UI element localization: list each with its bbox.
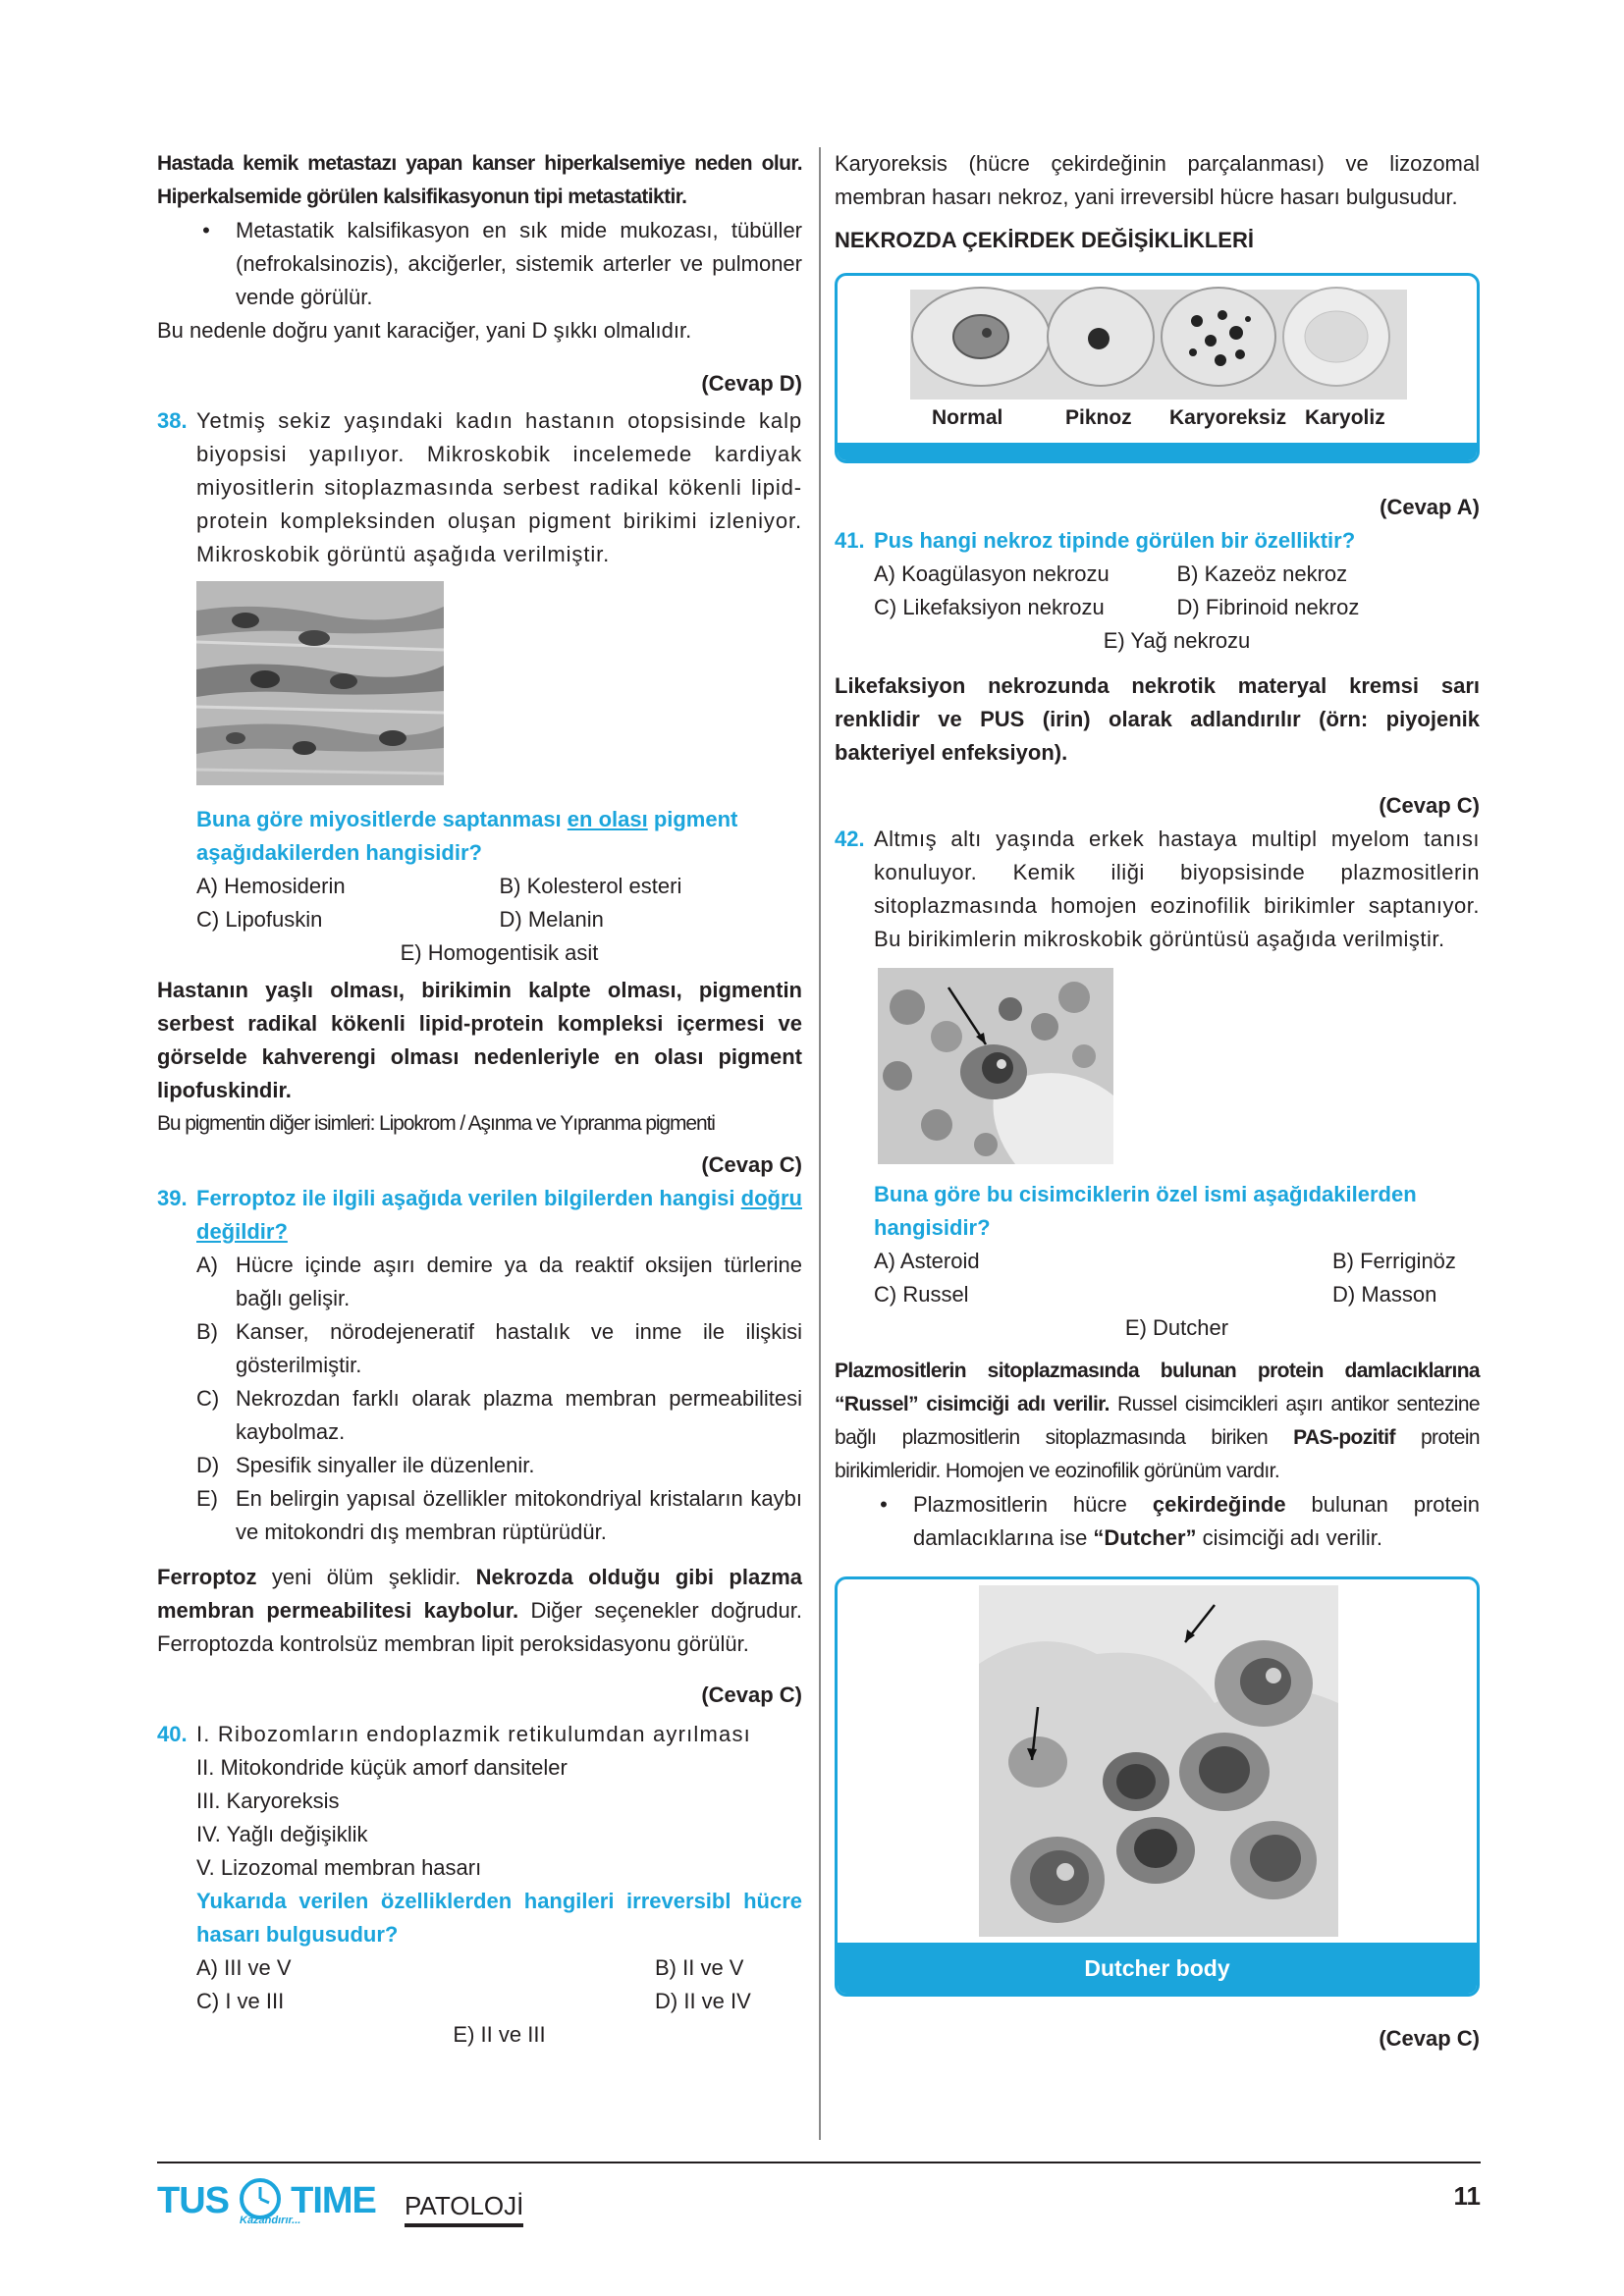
question-39-emphasis: doğru değildir? — [196, 1186, 802, 1244]
question-42-prompt: Buna göre bu cisimciklerin özel ismi aşağıdakilerden hangisidir? — [874, 1182, 1417, 1240]
bullet-part: cisimciği adı verilir. — [1196, 1525, 1383, 1550]
answer-40: (Cevap A) — [1380, 495, 1480, 519]
option-mark: B) — [196, 1319, 218, 1344]
exp-text: Russel cisimcikleri aşırı antikor sentezine bağlı plazmositlerin sitoplazmasında biriken — [835, 1393, 1480, 1449]
option-text: En belirgin yapısal özellikler mitokondriyal kristaların kaybı ve mitokondri dış membran rüptürüdür. — [236, 1486, 802, 1544]
question-38-text-b: pigment aşağıdakilerden hangisidir? — [196, 807, 738, 865]
list-item: IV. Yağlı değişiklik — [196, 1822, 368, 1846]
list-item: III. Karyoreksis — [196, 1789, 340, 1813]
plasma-cell-micrograph — [878, 968, 1113, 1164]
question-number: 42. — [835, 827, 865, 851]
label-karyoliz: Karyoliz — [1305, 406, 1385, 429]
bullet-part: bulunan protein damlacıklarına ise — [913, 1492, 1481, 1550]
page-number: 11 — [1453, 2181, 1481, 2211]
answer-42: (Cevap C) — [1379, 2026, 1480, 2051]
option-a[interactable]: A) III ve V — [196, 1955, 292, 1980]
option-a[interactable] — [196, 1249, 802, 1315]
question-stem: Yetmiş sekiz yaşındaki kadın hastanın otopsisinde kalp biyopsisi yapılıyor. Mikroskobik incelemede kardiyak miyositlerin sitoplazmasında serbest radikal kökenli lipid-protein kompleksinden oluşan pigment birikimi izleniyor. Mikroskobik görüntü aşağıda verilmiştir. — [196, 408, 802, 566]
option-mark: E) — [196, 1486, 218, 1511]
option-d[interactable]: D) II ve IV — [655, 1989, 751, 2013]
plasma-cell-micrograph-svg — [878, 968, 1113, 1164]
option-e[interactable] — [196, 1482, 802, 1549]
dutcher-caption: Dutcher body — [838, 1943, 1477, 1994]
option-e[interactable]: E) II ve III — [453, 2022, 546, 2047]
list-item: II. Mitokondride küçük amorf dansiteler — [196, 1755, 568, 1780]
bullet-mark: • — [202, 218, 210, 242]
option-b[interactable]: B) Ferriginöz — [1332, 1249, 1456, 1273]
question-41 — [835, 524, 1480, 558]
question-38-emphasis: en olası — [567, 807, 648, 831]
question-41-options — [835, 558, 1480, 658]
question-number: 38. — [157, 408, 188, 433]
bullet-bold: çekirdeğinde — [1152, 1492, 1286, 1517]
option-b[interactable]: B) II ve V — [655, 1955, 744, 1980]
question-number: 40. — [157, 1722, 188, 1746]
label-karyoreksiz: Karyoreksiz — [1169, 406, 1287, 429]
question-42-bullet — [835, 1488, 1480, 1555]
logo-text-tus: TUS — [157, 2180, 229, 2221]
option-d[interactable] — [196, 1449, 802, 1482]
option-mark: A) — [196, 1253, 218, 1277]
list-item: V. Lizozomal membran hasarı — [196, 1855, 482, 1880]
subject-label: PATOLOJİ — [405, 2191, 523, 2227]
option-b[interactable]: B) Kazeöz nekroz — [1176, 561, 1348, 586]
footer-rule — [157, 2162, 1481, 2163]
exp-bold: Plazmositlerin sitoplazmasında bulunan protein damlacıklarına “Russel” cisimciği adı verilir. — [835, 1360, 1480, 1415]
question-42 — [835, 823, 1480, 956]
option-c[interactable]: C) Russel — [874, 1282, 969, 1307]
answer-39: (Cevap C) — [701, 1682, 802, 1707]
nuclear-changes-panel — [835, 273, 1480, 463]
option-b[interactable]: B) Kolesterol esteri — [499, 874, 682, 898]
right-column — [835, 147, 1480, 2056]
question-38-note: Bu pigmentin diğer isimleri: Lipokrom / Aşınma ve Yıpranma pigmenti — [157, 1112, 715, 1135]
option-mark: C) — [196, 1386, 220, 1411]
option-c[interactable]: C) Lipofuskin — [196, 907, 323, 932]
intro-bold: Hastada kemik metastazı yapan kanser hiperkalsemiye neden olur. Hiperkalsemide görülen kalsifikasyonun tipi metastatiktir. — [157, 152, 802, 208]
question-40-prompt: Yukarıda verilen özelliklerden hangileri irreversibl hücre hasarı bulgusudur? — [196, 1889, 802, 1947]
list-item: I. Ribozomların endoplazmik retikulumdan ayrılması — [196, 1722, 751, 1746]
label-normal: Normal — [932, 406, 1003, 429]
logo-subtitle: Kazandırır... — [240, 2215, 301, 2226]
question-39 — [157, 1182, 802, 1249]
question-40-options — [157, 1951, 802, 2052]
left-column — [157, 147, 802, 2052]
question-number: 41. — [835, 528, 865, 553]
exp-text: yeni ölüm şeklidir. — [256, 1565, 476, 1589]
question-39-explanation — [157, 1561, 802, 1661]
option-c[interactable]: C) Likefaksiyon nekrozu — [874, 595, 1105, 619]
bullet-mark: • — [880, 1492, 888, 1517]
intro-bullet-text: Metastatik kalsifikasyon en sık mide mukozası, tübüller (nefrokalsinozis), akciğerler, sistemik arterler ve pulmoner vende görülür. — [236, 218, 802, 309]
question-38-text-a: Buna göre miyositlerde saptanması — [196, 807, 568, 831]
exp-bold: Ferroptoz — [157, 1565, 257, 1589]
exp-bold: Nekrozda olduğu gibi plazma membran permeabilitesi kaybolur. — [157, 1565, 802, 1623]
answer-38: (Cevap C) — [701, 1152, 802, 1177]
dutcher-body-panel — [835, 1576, 1480, 1997]
option-a[interactable]: A) Hemosiderin — [196, 874, 346, 898]
option-text: Kanser, nörodejeneratif hastalık ve inme ile ilişkisi gösterilmiştir. — [236, 1319, 802, 1377]
section-heading: NEKROZDA ÇEKİRDEK DEĞİŞİKLİKLERİ — [835, 228, 1254, 252]
exp-bold: PAS-pozitif — [1293, 1426, 1395, 1449]
bullet-bold: “Dutcher” — [1093, 1525, 1197, 1550]
dutcher-body-micrograph — [979, 1585, 1338, 1937]
option-text: Spesifik sinyaller ile düzenlenir. — [236, 1453, 535, 1477]
option-c[interactable] — [196, 1382, 802, 1449]
option-d[interactable]: D) Masson — [1332, 1282, 1437, 1307]
intro-conclusion: Bu nedenle doğru yanıt karaciğer, yani D şıkkı olmalıdır. — [157, 318, 692, 343]
question-stem: Altmış altı yaşında erkek hastaya multipl myelom tanısı konuluyor. Kemik iliği biyopsisinde plazmositlerin sitoplazmasında homojen eozinofilik birikimler saptanıyor. Bu birikimlerin mikroskobik görüntüsü aşağıda verilmiştir. — [874, 827, 1480, 951]
option-a[interactable]: A) Koagülasyon nekrozu — [874, 561, 1110, 586]
question-number: 39. — [157, 1186, 188, 1210]
answer-37: (Cevap D) — [701, 371, 802, 396]
question-40 — [157, 1718, 802, 1751]
option-e[interactable]: E) Yağ nekrozu — [1103, 628, 1251, 653]
myocyte-micrograph — [196, 581, 444, 785]
question-38-prompt — [157, 803, 802, 870]
question-39-text: Ferroptoz ile ilgili aşağıda verilen bilgilerden hangisi — [196, 1186, 741, 1210]
logo-text-time: TIME — [291, 2180, 376, 2221]
answer-41: (Cevap C) — [1379, 793, 1480, 818]
question-42-explanation — [835, 1355, 1480, 1488]
question-41-explanation: Likefaksiyon nekrozunda nekrotik materyal kremsi sarı renklidir ve PUS (irin) olarak adlandırılır (örn: piyojenik bakteriyel enfeksiyon). — [835, 673, 1480, 765]
bullet-part: Plazmositlerin hücre — [913, 1492, 1153, 1517]
question-38 — [157, 404, 802, 571]
tustime-logo — [157, 2177, 376, 2226]
option-a[interactable]: A) Asteroid — [874, 1249, 980, 1273]
question-41-prompt: Pus hangi nekroz tipinde görülen bir özelliktir? — [874, 528, 1356, 553]
right-intro: Karyoreksis (hücre çekirdeğinin parçalanması) ve lizozomal membran hasarı nekroz, yani irreversibl hücre hasarı bulgusudur. — [835, 151, 1480, 209]
option-b[interactable] — [196, 1315, 802, 1382]
question-38-explanation: Hastanın yaşlı olması, birikimin kalpte olması, pigmentin serbest radikal kökenli lipid-protein kompleksi içermesi ve görselde kahverengi olması nedenleriyle en olası pigment lipofuskindir. — [157, 978, 802, 1102]
bullet-text — [913, 1488, 1480, 1555]
option-e[interactable]: E) Dutcher — [1124, 1315, 1229, 1340]
exp-text: Diğer seçenekler doğrudur. Ferroptozda kontrolsüz membran lipit peroksidasyonu görülür. — [157, 1598, 802, 1656]
column-divider — [819, 147, 821, 2140]
option-mark: D) — [196, 1453, 220, 1477]
option-d[interactable]: D) Melanin — [499, 907, 604, 932]
option-text: Hücre içinde aşırı demire ya da reaktif oksijen türlerine bağlı gelişir. — [236, 1253, 802, 1310]
intro-bullet — [157, 214, 802, 314]
option-d[interactable]: D) Fibrinoid nekroz — [1176, 595, 1360, 619]
myocyte-micrograph-svg — [196, 581, 444, 785]
question-39-options — [157, 1249, 802, 1549]
panel-footer-bar — [838, 443, 1477, 460]
label-piknoz: Piknoz — [1065, 406, 1132, 429]
question-42-options — [835, 1245, 1480, 1345]
question-38-options — [157, 870, 802, 970]
exp-text: protein birikimleridir. Homojen ve eozinofilik görünüm vardır. — [835, 1426, 1480, 1482]
question-39-prompt — [196, 1182, 802, 1249]
option-e[interactable]: E) Homogentisik asit — [400, 940, 599, 965]
option-c[interactable]: C) I ve III — [196, 1989, 285, 2013]
option-text: Nekrozdan farklı olarak plazma membran permeabilitesi kaybolmaz. — [236, 1386, 802, 1444]
